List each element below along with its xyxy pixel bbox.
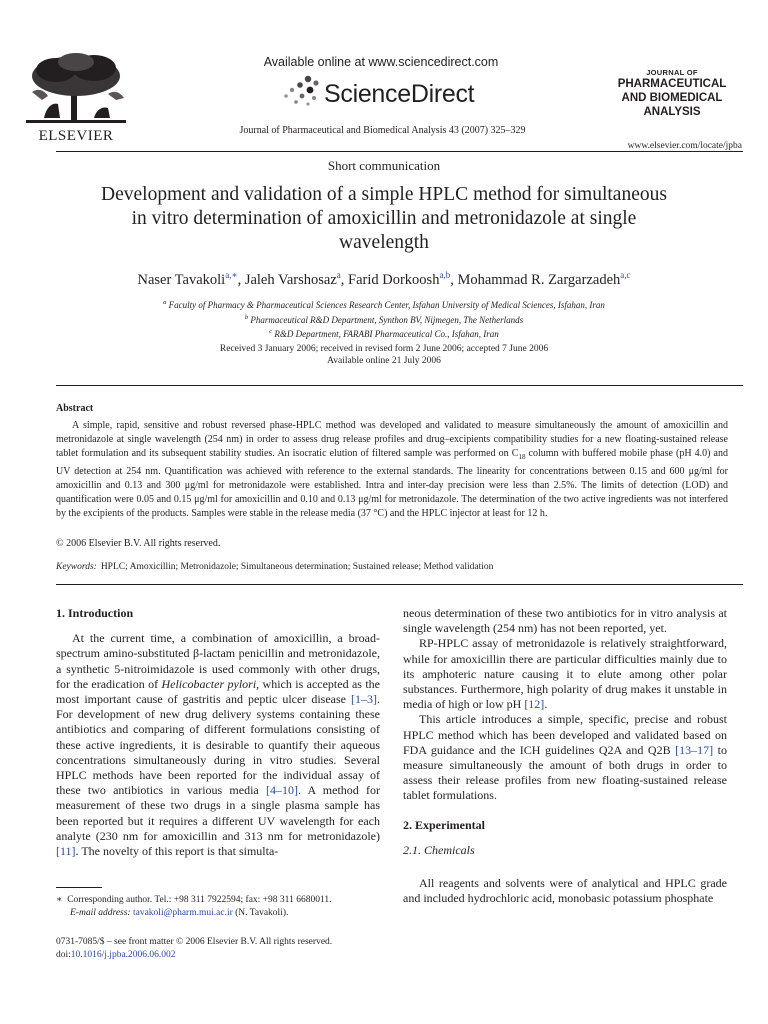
front-matter-note: [56, 936, 386, 962]
intro-paragraph-2: [403, 636, 727, 712]
journal-logo-line3: ANALYSIS: [643, 106, 701, 118]
footnote-email: [56, 907, 386, 920]
species-name: Helicobacter pylori: [161, 676, 257, 691]
c18-label: C: [511, 448, 519, 460]
author-affil-mark[interactable]: a,c: [620, 270, 631, 280]
sciencedirect-dots-icon: [278, 74, 322, 110]
abstract-text-1: A simple, rapid, sensitive and robust reversed phase-HPLC method was developed and validated to measure simultaneously the amount of amoxicillin and metronidazole at single wavelength (254 nm) in order to assess drug release profiles and drug–excipients compatibility studies for a new floating-sustained release tablet formulation and its subsequent stability studies. An isocratic elution of filtered sample was performed on: [56, 420, 728, 460]
citation-link[interactable]: [11]: [56, 844, 76, 859]
author-separator: ,: [340, 271, 349, 288]
affiliation-item: [0, 297, 768, 312]
citation-link[interactable]: [1–3]: [351, 692, 377, 707]
author-name[interactable]: Jaleh Varshosaz: [244, 271, 337, 288]
abstract-heading: Abstract: [56, 403, 94, 414]
journal-logo-small: JOURNAL OF: [646, 68, 698, 77]
spacer: [403, 804, 727, 818]
author-affil-mark[interactable]: a,b: [439, 270, 451, 280]
subsection-heading-chemicals: 2.1. Chemicals: [403, 842, 475, 857]
journal-logo: [602, 68, 742, 119]
text-run: At the current time, a combination of amoxicillin, a broad-spectrum amino-substituted β-lactam penicillin and metronidazole, a synthetic 5-nitroimidazole is used commonly with other drugs, for the eradication of: [56, 631, 380, 691]
abstract-copyright: © 2006 Elsevier B.V. All rights reserved.: [56, 538, 221, 549]
affiliation-text: Faculty of Pharmacy & Pharmaceutical Sciences Research Center, Isfahan University of Medical Sciences, Isfahan, Iran: [168, 300, 605, 310]
body-divider: [56, 584, 743, 585]
section-heading-experimental: 2. Experimental: [403, 817, 485, 832]
intro-paragraph-1: [56, 631, 380, 859]
email-suffix: (N. Tavakoli).: [235, 908, 289, 918]
author-separator: ,: [237, 271, 245, 288]
keywords-label: Keywords:: [56, 562, 97, 572]
email-label: E-mail address:: [70, 908, 131, 918]
citation-link[interactable]: [13–17]: [675, 742, 714, 757]
sciencedirect-wordmark: ScienceDirect: [324, 80, 475, 108]
keywords-text: HPLC; Amoxicillin; Metronidazole; Simultaneous determination; Sustained release; Method validation: [100, 562, 494, 572]
journal-logo-line2: AND BIOMEDICAL: [621, 92, 723, 104]
text-run: , which is accepted as the most important cause of gastritis and peptic ulcer disease: [56, 676, 380, 707]
journal-logo-line1: PHARMACEUTICAL: [617, 78, 727, 90]
affiliation-mark: b: [244, 313, 249, 321]
text-run: . For development of new drug delivery systems containing these antibiotics and comparing of different formulations consisting of these active ingredients, it is desirable to quantify their aqueous concentrations simultaneously during in vitro studies. Several HPLC methods have been reported for the individual assay of these two antibiotics in various media: [56, 692, 380, 798]
left-column: [56, 606, 380, 859]
affiliation-mark: c: [269, 328, 273, 335]
author-name[interactable]: Mohammad R. Zargarzadeh: [457, 271, 621, 288]
article-dates: [0, 343, 768, 367]
affiliation-item: [0, 312, 768, 327]
citation-link[interactable]: [4–10]: [265, 783, 298, 798]
text-run: to measure simultaneously the amount of both drugs in order to assess their release profiles from new floating-sustained release tablet formulations.: [403, 742, 727, 803]
affiliations: [0, 297, 768, 341]
footnote-mark: ∗: [56, 895, 63, 905]
text-run: neous determination of these two antibiotics for in vitro analysis at single wavelength (254 nm) has not been reported, yet.: [403, 606, 727, 636]
dates-received: Received 3 January 2006; received in revised form 2 June 2006; accepted 7 June 2006: [219, 344, 549, 354]
section-heading-introduction: 1. Introduction: [56, 606, 134, 620]
elsevier-logo: [24, 52, 128, 144]
author-name[interactable]: Naser Tavakoli: [137, 271, 226, 288]
available-online-text: Available online at www.sciencedirect.com: [263, 55, 499, 69]
affiliation-text: R&D Department, FARABI Pharmaceutical Co., Isfahan, Iran: [274, 329, 499, 339]
text-run: This article introduces a simple, specific, precise and robust HPLC method which has been developed and validated based on FDA guidance and the ICH guidelines Q2A and Q2B: [403, 712, 727, 757]
publisher-name: ELSEVIER: [38, 128, 114, 144]
abstract-body: [56, 419, 728, 521]
footnote: [56, 894, 386, 920]
author-separator: ,: [450, 271, 458, 288]
affiliation-mark: a: [163, 299, 167, 306]
dates-online: Available online 21 July 2006: [327, 356, 441, 366]
c18-subscript: 18: [518, 453, 526, 462]
footnote-corresponding: [56, 894, 386, 907]
footnote-divider: [56, 887, 102, 888]
abstract-text-2: column with buffered mobile phase (pH 4.0) and UV detection at 254 nm. Quantification was achieved with reference to the external standards. The linearity for concentrations between 0.15 and 600 μg/ml for amoxicillin and 0.13 and 300 μg/ml for metronidazole were established. Intra and inter-day precision were less than 2.5%. The limits of detection (LOD) and quantification were 0.05 and 0.15 μg/ml for amoxicillin and 0.10 and 0.13 μg/ml for metronidazole. The determination of the two active ingredients was not interfered by the excipients of the products. Samples were stable in the release media (37 °C) and the HPLC injector at least for 12 h.: [56, 448, 728, 520]
right-column: [403, 606, 727, 906]
header-divider: [56, 151, 743, 152]
text-run: . The novelty of this report is that simulta-: [75, 844, 279, 859]
footnote-text: Corresponding author. Tel.: +98 311 7922594; fax: +98 311 6680011.: [67, 895, 332, 905]
keywords: [56, 562, 493, 572]
author-affil-mark[interactable]: a,∗: [225, 270, 238, 280]
article-type: Short communication: [327, 158, 441, 173]
intro-paragraph-1-continued: [403, 606, 727, 636]
doi-line: [56, 949, 386, 962]
author-name[interactable]: Farid Dorkoosh: [348, 271, 440, 288]
abstract-divider: [56, 385, 743, 386]
text-run: .: [544, 697, 548, 712]
sciencedirect-logo: [278, 74, 478, 110]
text-run: RP-HPLC assay of metronidazole is relatively straightforward, while for amoxicillin there are particular difficulties mainly due to its amphoteric nature causing it to elute among other polar substances. Furthermore, high polarity of drug makes it unstable in media of high or low pH: [403, 636, 727, 712]
intro-paragraph-3: [403, 712, 727, 803]
citation-link[interactable]: [12]: [524, 697, 545, 712]
issn-line: 0731-7085/$ – see front matter © 2006 Elsevier B.V. All rights reserved.: [56, 937, 333, 947]
journal-url[interactable]: www.elsevier.com/locate/jpba: [627, 141, 742, 151]
author-list: [0, 270, 768, 289]
article-title: Development and validation of a simple HPLC method for simultaneous in vitro determination of amoxicillin and metronidazole at single wavelength: [101, 184, 667, 253]
author-affil-mark[interactable]: a: [336, 270, 341, 280]
journal-citation: Journal of Pharmaceutical and Biomedical Analysis 43 (2007) 325–329: [239, 125, 526, 136]
doi-link[interactable]: 10.1016/j.jpba.2006.06.002: [70, 950, 176, 960]
email-link[interactable]: tavakoli@pharm.mui.ac.ir: [132, 908, 233, 918]
elsevier-tree-icon: [24, 52, 128, 126]
chemicals-paragraph: All reagents and solvents were of analytical and HPLC grade and included hydrochloric acid, monobasic potassium phosphate: [403, 876, 727, 906]
abstract-paragraph: [56, 419, 728, 521]
affiliation-text: Pharmaceutical R&D Department, Synthon BV, Nijmegen, The Netherlands: [250, 314, 524, 325]
doi-label: doi:: [56, 950, 71, 960]
text-run: . A method for measurement of these two drugs in a single plasma sample has been reported but it requires a different UV wavelength for each analyte (230 nm for amoxicillin and 313 nm for metronidazole): [56, 783, 380, 843]
affiliation-item: [0, 326, 768, 341]
